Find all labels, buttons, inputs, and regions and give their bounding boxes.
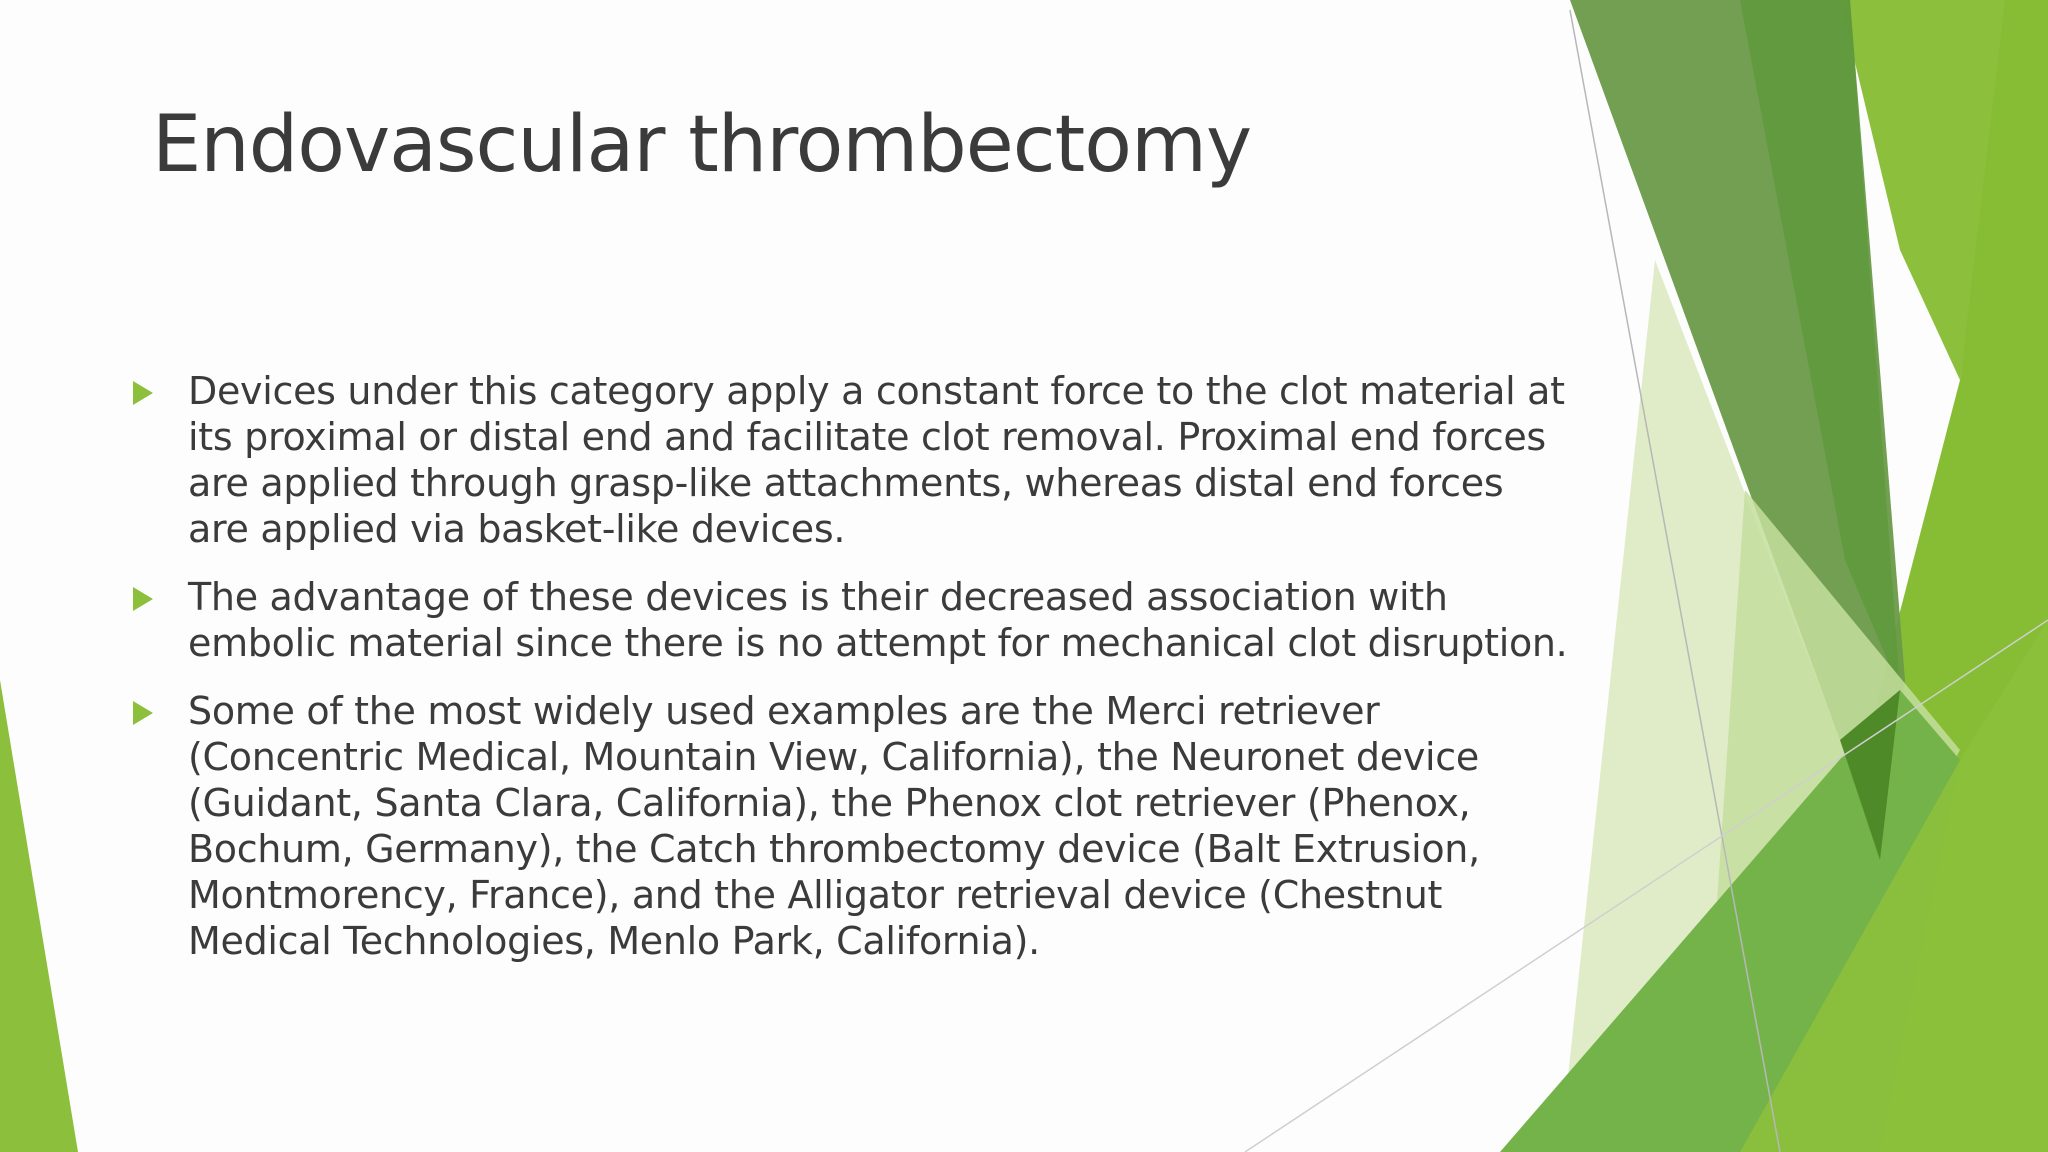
bullet-item	[130, 368, 1570, 552]
right-triangle-icon	[133, 701, 153, 725]
bullet-text: Some of the most widely used examples are the Merci retriever (Concentric Medical, Mountain View, California), the Neuronet device (Guidant, Santa Clara, California), the Phenox clot retriever (Phenox, Bochum, Germany), the Catch thrombectomy device (Balt Extrusion, Montmorency, France), and the Alligator retrieval device (Chestnut Medical Technologies, Menlo Park, California).	[188, 689, 1480, 963]
bullet-item	[130, 574, 1570, 666]
bullet-list	[130, 368, 1570, 986]
right-triangle-icon	[133, 381, 153, 405]
right-triangle-icon	[133, 587, 153, 611]
bullet-item	[130, 688, 1570, 964]
left-green-sliver	[0, 680, 78, 1152]
slide-title: Endovascular thrombectomy	[152, 100, 1252, 190]
bullet-text: The advantage of these devices is their decreased association with embolic material since there is no attempt for mechanical clot disruption.	[188, 575, 1568, 665]
bullet-text: Devices under this category apply a constant force to the clot material at its proximal or distal end and facilitate clot removal. Proximal end forces are applied through grasp-like attachments, whereas distal end forces are applied via basket-like devices.	[188, 369, 1565, 551]
